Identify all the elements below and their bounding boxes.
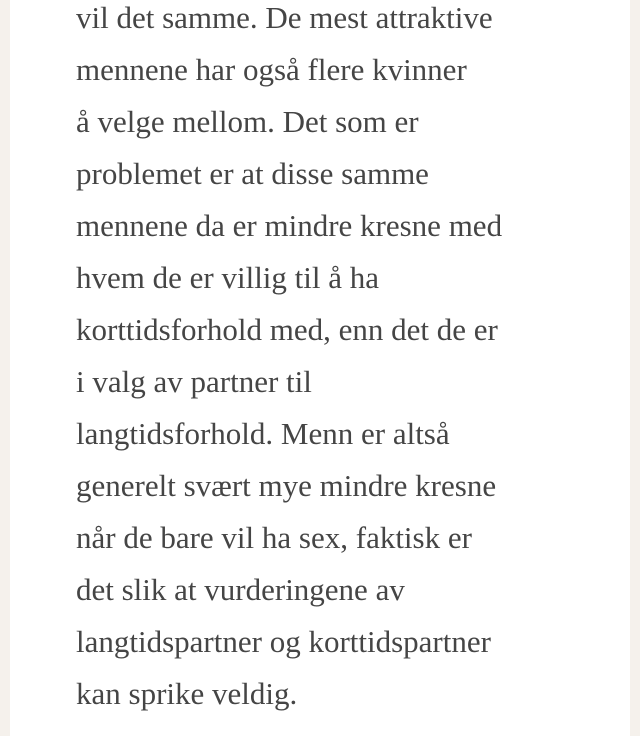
text-line: hvem de er villig til å ha — [76, 260, 380, 295]
text-line: i valg av partner til — [76, 364, 312, 399]
text-line: mennene da er mindre kresne med — [76, 208, 503, 243]
text-line: mennene har også flere kvinner — [76, 52, 467, 87]
text-line: kan sprike veldig. — [76, 676, 298, 711]
text-line: langtidspartner og korttidspartner — [76, 624, 491, 659]
right-margin-bar — [630, 0, 640, 736]
text-line: å velge mellom. Det som er — [76, 104, 419, 139]
left-margin-bar — [0, 0, 10, 736]
text-line: det slik at vurderingene av — [76, 572, 405, 607]
text-line: vil det samme. De mest attraktive — [76, 0, 493, 35]
text-line: når de bare vil ha sex, faktisk er — [76, 520, 472, 555]
text-line: korttidsforhold med, enn det de er — [76, 312, 498, 347]
article-text — [76, 0, 616, 720]
text-line: problemet er at disse samme — [76, 156, 429, 191]
text-line: langtidsforhold. Menn er altså — [76, 416, 450, 451]
text-line: generelt svært mye mindre kresne — [76, 468, 497, 503]
